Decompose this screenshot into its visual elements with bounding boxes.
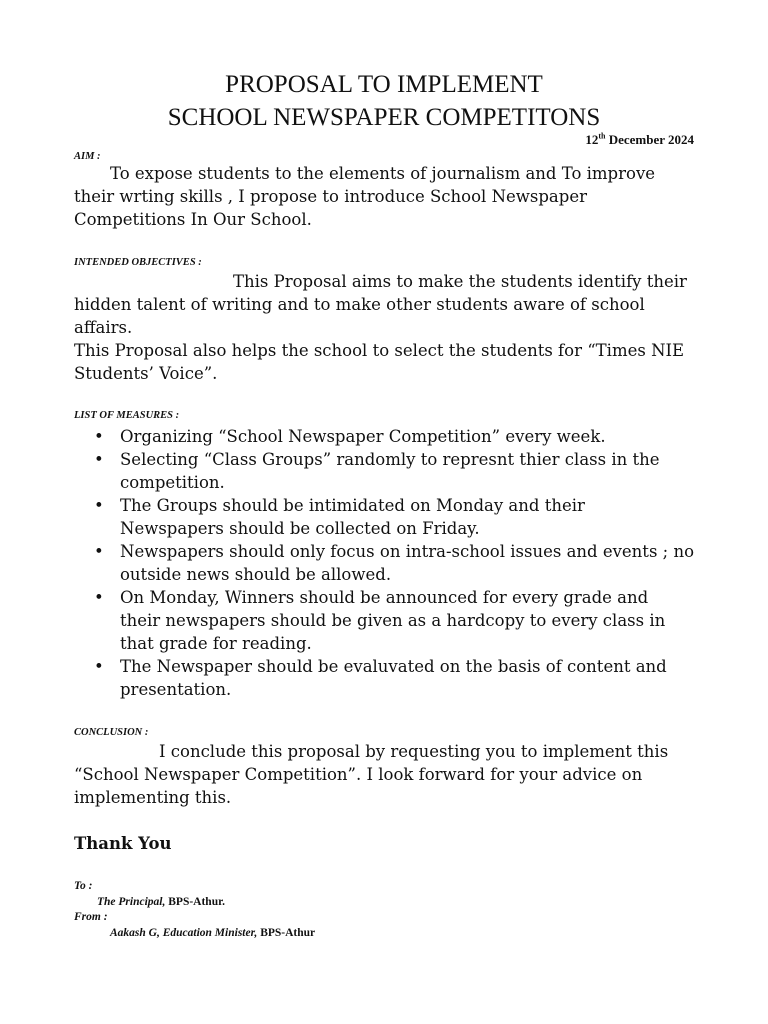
aim-line: their wrting skills , I propose to introduce School Newspaper bbox=[74, 187, 587, 206]
bullet-icon: • bbox=[94, 542, 104, 561]
conclusion-label: CONCLUSION : bbox=[74, 727, 149, 738]
objectives-label: INTENDED OBJECTIVES : bbox=[74, 257, 202, 268]
from-sender: Aakash G, Education Minister, BPS-Athur bbox=[110, 927, 316, 939]
to-label: To : bbox=[74, 880, 93, 892]
list-item: • Organizing “School Newspaper Competition” every week. bbox=[94, 427, 606, 446]
objectives-line: affairs. bbox=[74, 318, 133, 337]
date: 12th December 2024 bbox=[585, 131, 694, 147]
list-item: • The Groups should be intimidated on Monday and their Newspapers should be collected on Friday. bbox=[94, 496, 585, 538]
objectives-line: This Proposal aims to make the students identify their bbox=[233, 272, 687, 291]
title-line-2: SCHOOL NEWSPAPER COMPETITONS bbox=[167, 104, 601, 131]
aim-line: Competitions In Our School. bbox=[74, 210, 312, 229]
bullet-icon: • bbox=[94, 496, 104, 515]
list-item: • Selecting “Class Groups” randomly to represnt thier class in the competition. bbox=[94, 450, 660, 492]
aim-paragraph bbox=[74, 162, 714, 231]
aim-line: To expose students to the elements of journalism and To improve bbox=[110, 164, 656, 183]
list-item: • On Monday, Winners should be announced for every grade and their newspapers should be given as a hardcopy to every class in that grade for reading. bbox=[94, 588, 666, 653]
objectives-paragraph bbox=[74, 270, 714, 385]
bullet-icon: • bbox=[94, 657, 104, 676]
bullet-icon: • bbox=[94, 450, 104, 469]
thank-you: Thank You bbox=[74, 834, 172, 853]
measures-label: LIST OF MEASURES : bbox=[74, 410, 180, 421]
objectives-line: Students’ Voice”. bbox=[74, 364, 218, 383]
conclusion-line: implementing this. bbox=[74, 788, 232, 807]
to-recipient: The Principal, BPS-Athur. bbox=[97, 896, 226, 908]
measures-list bbox=[74, 425, 714, 701]
bullet-icon: • bbox=[94, 588, 104, 607]
conclusion-line: I conclude this proposal by requesting you to implement this bbox=[159, 742, 669, 761]
list-item: • The Newspaper should be evaluvated on the basis of content and presentation. bbox=[94, 657, 667, 699]
objectives-line: This Proposal also helps the school to select the students for “Times NIE bbox=[74, 341, 685, 360]
aim-label: AIM : bbox=[74, 151, 101, 162]
from-label: From : bbox=[74, 911, 108, 923]
bullet-icon: • bbox=[94, 427, 104, 446]
list-item: • Newspapers should only focus on intra-school issues and events ; no outside news should be allowed. bbox=[94, 542, 695, 584]
conclusion-line: “School Newspaper Competition”. I look forward for your advice on bbox=[74, 765, 643, 784]
title-line-1: PROPOSAL TO IMPLEMENT bbox=[225, 71, 543, 98]
conclusion-paragraph bbox=[74, 740, 714, 809]
objectives-line: hidden talent of writing and to make other students aware of school bbox=[74, 295, 645, 314]
